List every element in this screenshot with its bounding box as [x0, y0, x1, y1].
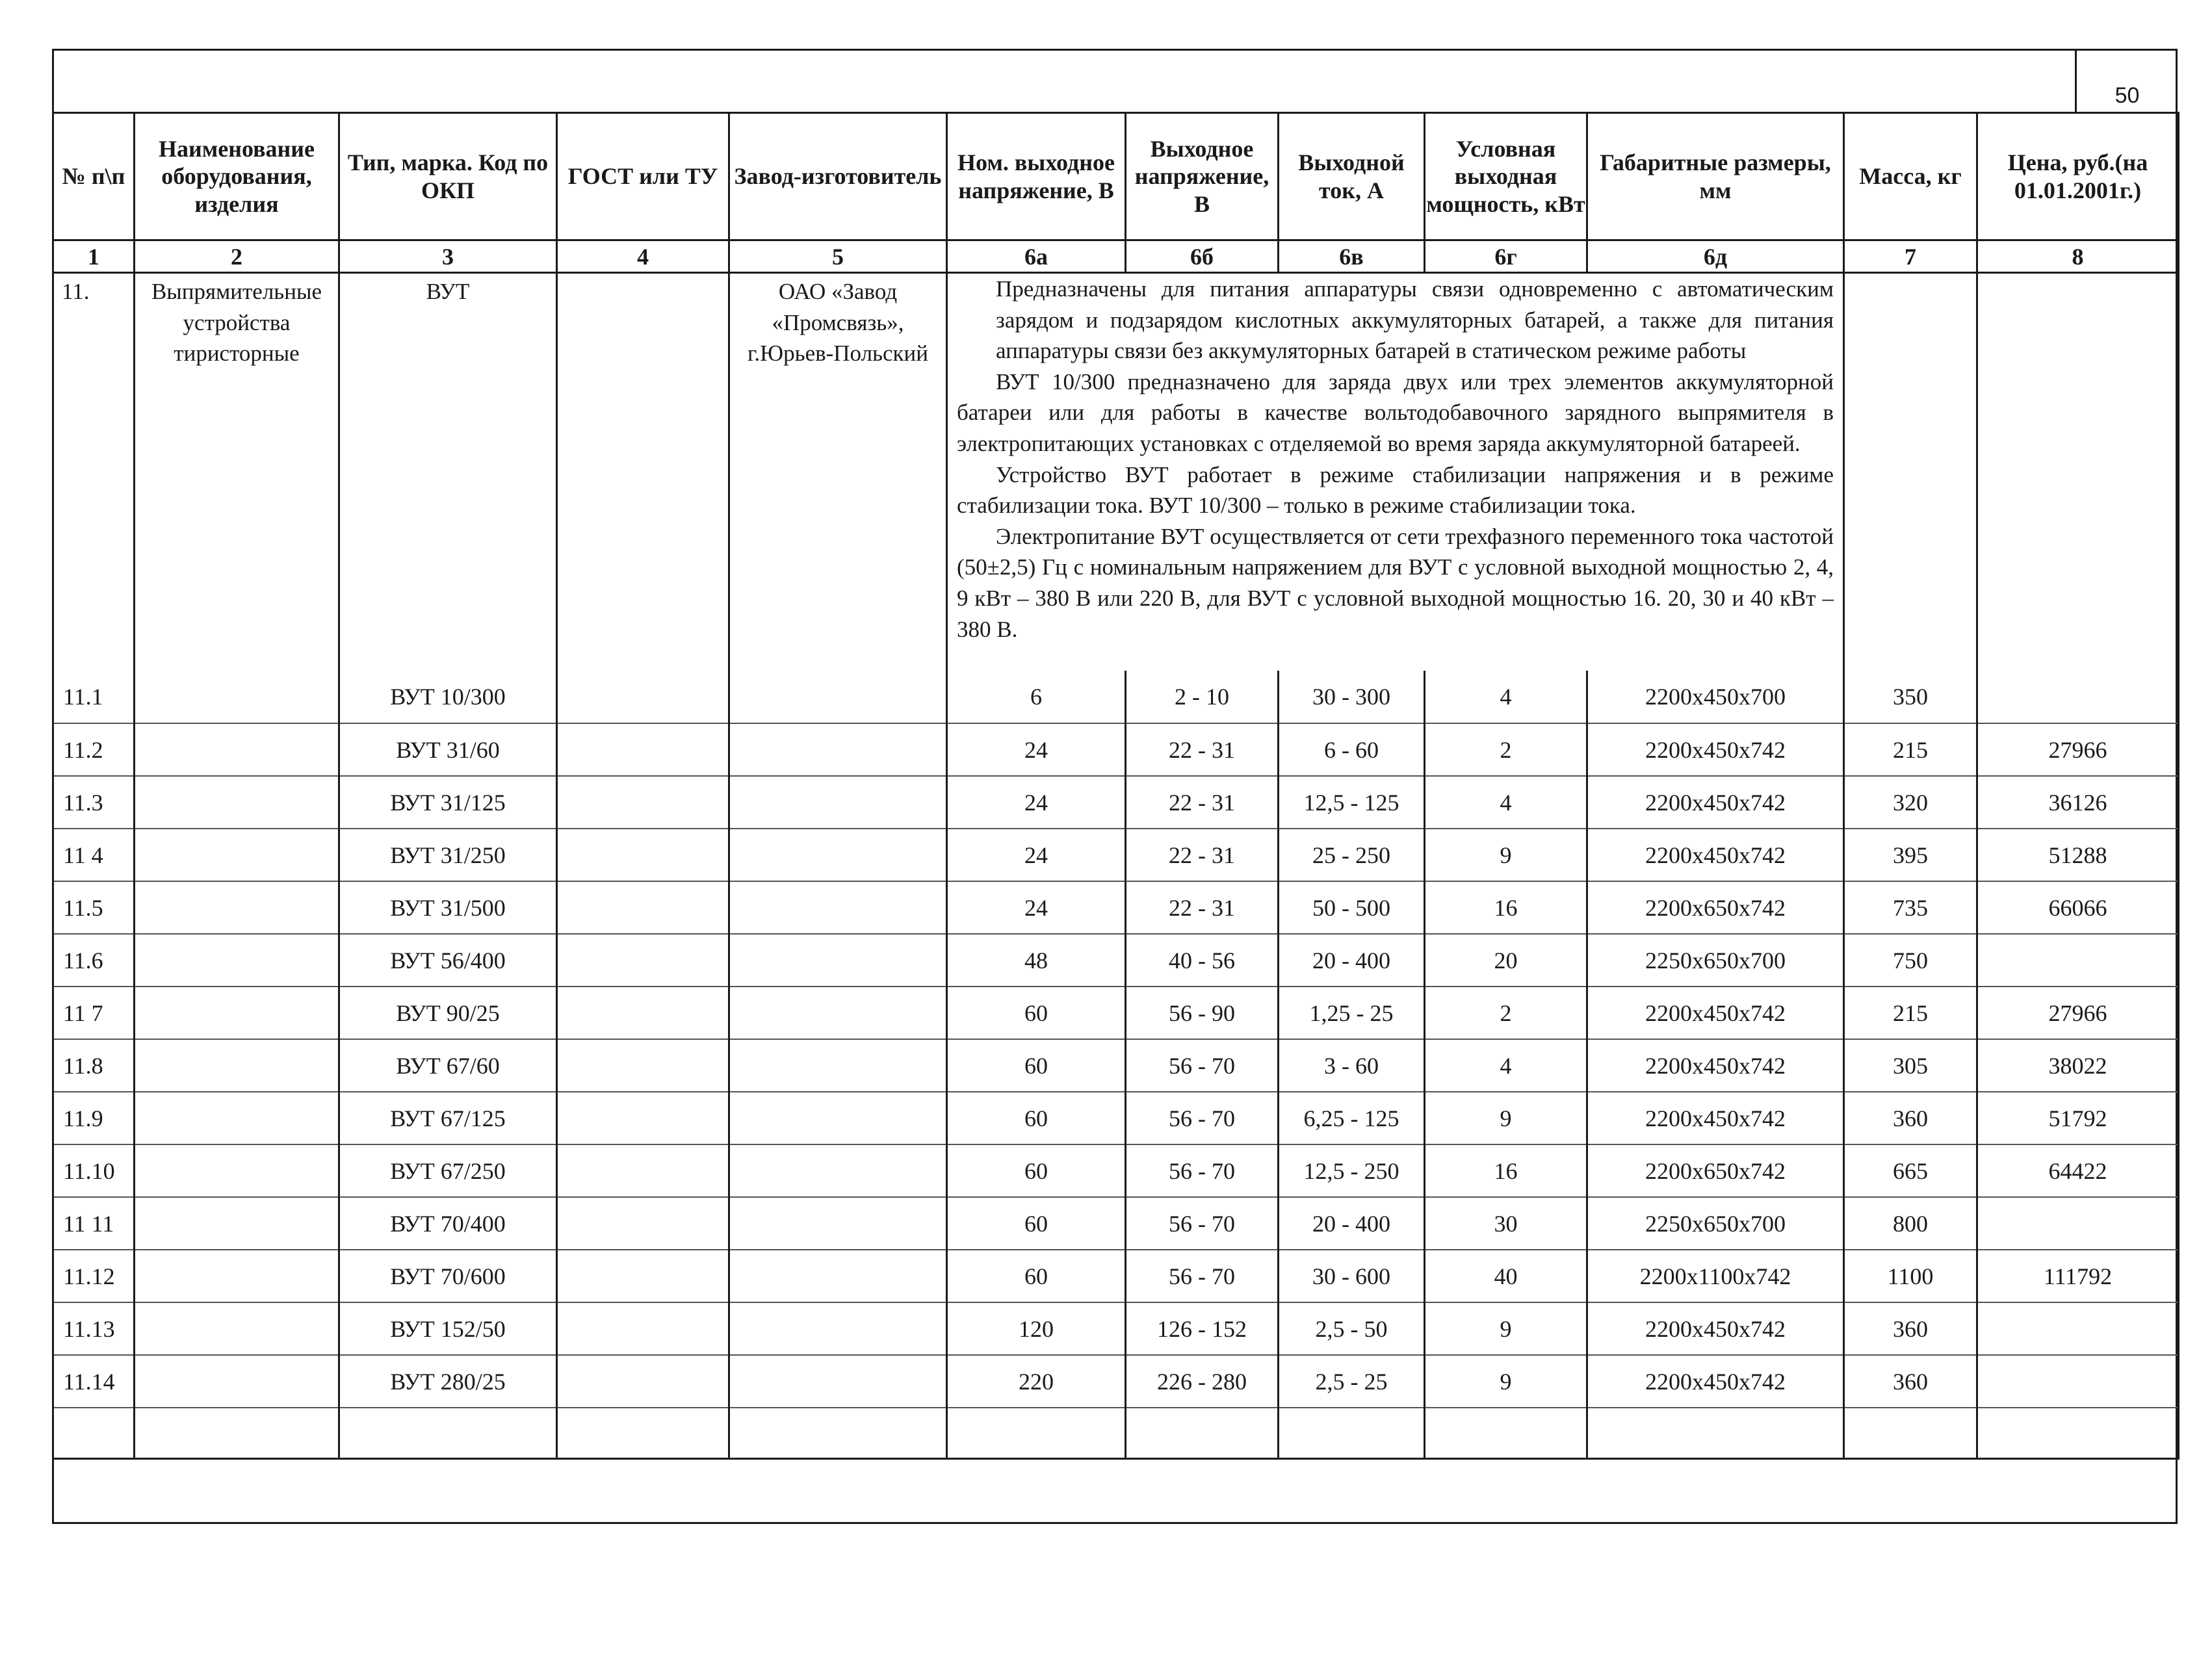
row-output-current: 12,5 - 250	[1279, 1144, 1425, 1197]
row-mass: 735	[1844, 881, 1977, 934]
row-gost	[557, 1144, 729, 1197]
header-cell: Завод-изготовитель	[729, 113, 947, 240]
row-power: 9	[1425, 829, 1587, 881]
group-maker: ОАО «Завод «Промсвязь», г.Юрьев-Польский	[729, 273, 947, 671]
table-row	[53, 776, 2179, 829]
table-row	[53, 1092, 2179, 1144]
row-power: 9	[1425, 1355, 1587, 1408]
row-output-voltage: 56 - 70	[1126, 1250, 1279, 1302]
page-number: 50	[2075, 49, 2178, 114]
row-maker	[729, 723, 947, 776]
row-maker	[729, 1039, 947, 1092]
empty-cell	[1587, 1408, 1844, 1458]
row-type: ВУТ 31/500	[339, 881, 557, 934]
row-dimensions: 2200x450x742	[1587, 1355, 1844, 1408]
row-output-current: 6 - 60	[1279, 723, 1425, 776]
column-number: 6а	[947, 240, 1126, 273]
row-nominal-voltage: 60	[947, 987, 1126, 1039]
row-nominal-voltage: 220	[947, 1355, 1126, 1408]
row-type: ВУТ 67/250	[339, 1144, 557, 1197]
row-power: 9	[1425, 1302, 1587, 1355]
row-mass: 215	[1844, 723, 1977, 776]
row-nominal-voltage: 60	[947, 1250, 1126, 1302]
row-gost	[557, 776, 729, 829]
header-cell: Выходное напряжение, В	[1126, 113, 1279, 240]
row-price	[1977, 1355, 2179, 1408]
row-price	[1977, 671, 2179, 723]
row-gost	[557, 1092, 729, 1144]
row-nominal-voltage: 60	[947, 1092, 1126, 1144]
empty-cell	[1977, 1408, 2179, 1458]
row-dimensions: 2200x450x742	[1587, 1092, 1844, 1144]
row-name	[135, 671, 339, 723]
row-number: 11.13	[53, 1302, 135, 1355]
column-number: 6в	[1279, 240, 1425, 273]
row-power: 16	[1425, 1144, 1587, 1197]
row-price: 38022	[1977, 1039, 2179, 1092]
description-paragraph: Электропитание ВУТ осуществляется от сети трехфазного переменного тока частотой (50±2,5) Гц с номинальным напряжением для ВУТ с условной выходной мощностью 2, 4, 9 кВт – 380 В или 220 В, для ВУТ с условной выходной мощностью 16. 20, 30 и 40 кВт – 380 В.	[957, 523, 1834, 642]
row-gost	[557, 934, 729, 987]
row-output-current: 6,25 - 125	[1279, 1092, 1425, 1144]
row-output-voltage: 40 - 56	[1126, 934, 1279, 987]
row-dimensions: 2200x450x742	[1587, 1302, 1844, 1355]
row-gost	[557, 1197, 729, 1250]
row-dimensions: 2200x450x742	[1587, 1039, 1844, 1092]
row-name	[135, 1144, 339, 1197]
row-type: ВУТ 10/300	[339, 671, 557, 723]
row-name	[135, 1355, 339, 1408]
row-output-voltage: 22 - 31	[1126, 881, 1279, 934]
row-type: ВУТ 70/400	[339, 1197, 557, 1250]
column-number: 6б	[1126, 240, 1279, 273]
row-output-voltage: 22 - 31	[1126, 723, 1279, 776]
table-row	[53, 671, 2179, 723]
row-number: 11.6	[53, 934, 135, 987]
row-output-voltage: 2 - 10	[1126, 671, 1279, 723]
row-dimensions: 2250x650x700	[1587, 934, 1844, 987]
row-maker	[729, 1092, 947, 1144]
column-number: 6г	[1425, 240, 1587, 273]
row-power: 2	[1425, 987, 1587, 1039]
row-name	[135, 829, 339, 881]
row-name	[135, 1250, 339, 1302]
row-type: ВУТ 31/250	[339, 829, 557, 881]
row-price: 64422	[1977, 1144, 2179, 1197]
row-output-current: 25 - 250	[1279, 829, 1425, 881]
empty-row	[53, 1408, 2179, 1458]
row-price: 66066	[1977, 881, 2179, 934]
header-cell: Тип, марка. Код по ОКП	[339, 113, 557, 240]
empty-cell	[729, 1408, 947, 1458]
row-number: 11.5	[53, 881, 135, 934]
description-paragraph: Устройство ВУТ работает в режиме стабилизации напряжения и в режиме стабилизации тока. ВУТ 10/300 – только в режиме стабилизации тока.	[957, 461, 1834, 519]
table-row	[53, 1039, 2179, 1092]
column-number-row	[53, 240, 2179, 273]
row-maker	[729, 776, 947, 829]
row-power: 2	[1425, 723, 1587, 776]
row-price	[1977, 1197, 2179, 1250]
table-row	[53, 987, 2179, 1039]
row-dimensions: 2200x450x742	[1587, 829, 1844, 881]
table-row	[53, 881, 2179, 934]
header-cell: Цена, руб.(на 01.01.2001г.)	[1977, 113, 2179, 240]
row-maker	[729, 829, 947, 881]
row-type: ВУТ 280/25	[339, 1355, 557, 1408]
group-mass	[1844, 273, 1977, 671]
column-number: 2	[135, 240, 339, 273]
row-mass: 360	[1844, 1355, 1977, 1408]
header-cell: Масса, кг	[1844, 113, 1977, 240]
row-maker	[729, 881, 947, 934]
row-dimensions: 2200x450x742	[1587, 987, 1844, 1039]
row-price: 111792	[1977, 1250, 2179, 1302]
table-row	[53, 723, 2179, 776]
row-power: 40	[1425, 1250, 1587, 1302]
row-output-voltage: 126 - 152	[1126, 1302, 1279, 1355]
row-output-voltage: 22 - 31	[1126, 829, 1279, 881]
row-output-current: 3 - 60	[1279, 1039, 1425, 1092]
column-number: 5	[729, 240, 947, 273]
row-output-voltage: 56 - 70	[1126, 1144, 1279, 1197]
row-gost	[557, 671, 729, 723]
row-output-voltage: 22 - 31	[1126, 776, 1279, 829]
row-output-current: 2,5 - 25	[1279, 1355, 1425, 1408]
row-output-voltage: 56 - 70	[1126, 1197, 1279, 1250]
row-maker	[729, 934, 947, 987]
header-cell: ГОСТ или ТУ	[557, 113, 729, 240]
row-nominal-voltage: 24	[947, 881, 1126, 934]
row-number: 11.12	[53, 1250, 135, 1302]
table-row	[53, 1197, 2179, 1250]
row-output-current: 20 - 400	[1279, 1197, 1425, 1250]
row-nominal-voltage: 60	[947, 1144, 1126, 1197]
row-output-voltage: 56 - 90	[1126, 987, 1279, 1039]
empty-cell	[1279, 1408, 1425, 1458]
description-paragraph: ВУТ 10/300 предназначено для заряда двух или трех элементов аккумуляторной батареи или для работы в качестве вольтодобавочного зарядного выпрямителя в электропитающих установках с отделяемой во время заряда аккумуляторной батареей.	[957, 368, 1834, 456]
row-name	[135, 934, 339, 987]
row-gost	[557, 1302, 729, 1355]
empty-cell	[135, 1408, 339, 1458]
row-output-voltage: 56 - 70	[1126, 1092, 1279, 1144]
header-cell: № п\п	[53, 113, 135, 240]
row-dimensions: 2250x650x700	[1587, 1197, 1844, 1250]
row-mass: 350	[1844, 671, 1977, 723]
header-cell: Наименование оборудования, изделия	[135, 113, 339, 240]
row-mass: 800	[1844, 1197, 1977, 1250]
row-output-current: 20 - 400	[1279, 934, 1425, 987]
row-number: 11.2	[53, 723, 135, 776]
table-row	[53, 829, 2179, 881]
row-mass: 320	[1844, 776, 1977, 829]
row-type: ВУТ 67/125	[339, 1092, 557, 1144]
row-type: ВУТ 67/60	[339, 1039, 557, 1092]
column-number: 3	[339, 240, 557, 273]
row-power: 30	[1425, 1197, 1587, 1250]
description-paragraph: Предназначены для питания аппаратуры связи одновременно с автоматическим зарядом и подзарядом кислотных аккумуляторных батарей, а также для питания аппаратуры связи без аккумуляторных батарей в статическом режиме работы	[996, 276, 1834, 364]
row-nominal-voltage: 6	[947, 671, 1126, 723]
row-maker	[729, 987, 947, 1039]
row-dimensions: 2200x650x742	[1587, 1144, 1844, 1197]
row-name	[135, 881, 339, 934]
row-nominal-voltage: 48	[947, 934, 1126, 987]
row-nominal-voltage: 60	[947, 1039, 1126, 1092]
group-type: ВУТ	[339, 273, 557, 671]
row-number: 11.9	[53, 1092, 135, 1144]
row-mass: 1100	[1844, 1250, 1977, 1302]
row-power: 20	[1425, 934, 1587, 987]
row-dimensions: 2200x650x742	[1587, 881, 1844, 934]
row-name	[135, 1039, 339, 1092]
table-row	[53, 1144, 2179, 1197]
row-output-voltage: 226 - 280	[1126, 1355, 1279, 1408]
empty-cell	[1844, 1408, 1977, 1458]
row-number: 11 7	[53, 987, 135, 1039]
row-name	[135, 1302, 339, 1355]
empty-cell	[947, 1408, 1126, 1458]
row-power: 9	[1425, 1092, 1587, 1144]
column-number: 7	[1844, 240, 1977, 273]
row-name	[135, 1092, 339, 1144]
row-dimensions: 2200x450x742	[1587, 776, 1844, 829]
row-output-current: 1,25 - 25	[1279, 987, 1425, 1039]
row-gost	[557, 1250, 729, 1302]
row-type: ВУТ 90/25	[339, 987, 557, 1039]
row-maker	[729, 1302, 947, 1355]
row-price: 51792	[1977, 1092, 2179, 1144]
table-row	[53, 1302, 2179, 1355]
table-row	[53, 1355, 2179, 1408]
row-type: ВУТ 31/60	[339, 723, 557, 776]
row-mass: 395	[1844, 829, 1977, 881]
row-dimensions: 2200x1100x742	[1587, 1250, 1844, 1302]
row-name	[135, 776, 339, 829]
row-gost	[557, 881, 729, 934]
row-price	[1977, 934, 2179, 987]
header-cell: Габаритные размеры, мм	[1587, 113, 1844, 240]
row-output-current: 30 - 600	[1279, 1250, 1425, 1302]
column-number: 1	[53, 240, 135, 273]
row-power: 4	[1425, 776, 1587, 829]
column-number: 6д	[1587, 240, 1844, 273]
row-power: 4	[1425, 1039, 1587, 1092]
row-nominal-voltage: 24	[947, 723, 1126, 776]
row-dimensions: 2200x450x700	[1587, 671, 1844, 723]
row-name	[135, 723, 339, 776]
row-gost	[557, 987, 729, 1039]
row-type: ВУТ 31/125	[339, 776, 557, 829]
header-cell: Выходной ток, А	[1279, 113, 1425, 240]
row-gost	[557, 829, 729, 881]
row-mass: 360	[1844, 1302, 1977, 1355]
row-maker	[729, 671, 947, 723]
row-price: 27966	[1977, 723, 2179, 776]
row-price: 36126	[1977, 776, 2179, 829]
row-nominal-voltage: 60	[947, 1197, 1126, 1250]
row-price	[1977, 1302, 2179, 1355]
group-name: Выпрямительные устройства тиристорные	[135, 273, 339, 671]
empty-cell	[557, 1408, 729, 1458]
row-power: 4	[1425, 671, 1587, 723]
empty-cell	[339, 1408, 557, 1458]
row-number: 11.3	[53, 776, 135, 829]
row-mass: 665	[1844, 1144, 1977, 1197]
row-output-current: 30 - 300	[1279, 671, 1425, 723]
row-maker	[729, 1197, 947, 1250]
row-number: 11.1	[53, 671, 135, 723]
row-maker	[729, 1355, 947, 1408]
table-row	[53, 934, 2179, 987]
column-number: 4	[557, 240, 729, 273]
row-dimensions: 2200x450x742	[1587, 723, 1844, 776]
row-price: 51288	[1977, 829, 2179, 881]
row-gost	[557, 1355, 729, 1408]
table-row	[53, 1250, 2179, 1302]
row-output-current: 12,5 - 125	[1279, 776, 1425, 829]
header-cell: Условная выходная мощность, кВт	[1425, 113, 1587, 240]
row-price: 27966	[1977, 987, 2179, 1039]
equipment-table	[52, 112, 2179, 1460]
row-number: 11.10	[53, 1144, 135, 1197]
group-price	[1977, 273, 2179, 671]
row-gost	[557, 723, 729, 776]
row-nominal-voltage: 120	[947, 1302, 1126, 1355]
row-number: 11 11	[53, 1197, 135, 1250]
row-power: 16	[1425, 881, 1587, 934]
column-number: 8	[1977, 240, 2179, 273]
row-output-current: 2,5 - 50	[1279, 1302, 1425, 1355]
row-mass: 750	[1844, 934, 1977, 987]
row-number: 11.14	[53, 1355, 135, 1408]
row-maker	[729, 1144, 947, 1197]
row-name	[135, 1197, 339, 1250]
row-maker	[729, 1250, 947, 1302]
group-gost	[557, 273, 729, 671]
group-description	[947, 273, 1844, 671]
row-nominal-voltage: 24	[947, 829, 1126, 881]
group-row	[53, 273, 2179, 671]
group-number: 11.	[53, 273, 135, 671]
row-output-current: 50 - 500	[1279, 881, 1425, 934]
row-type: ВУТ 56/400	[339, 934, 557, 987]
header-cell: Ном. выходное напряжение, В	[947, 113, 1126, 240]
row-mass: 360	[1844, 1092, 1977, 1144]
row-mass: 215	[1844, 987, 1977, 1039]
row-type: ВУТ 70/600	[339, 1250, 557, 1302]
row-type: ВУТ 152/50	[339, 1302, 557, 1355]
row-number: 11 4	[53, 829, 135, 881]
row-nominal-voltage: 24	[947, 776, 1126, 829]
row-gost	[557, 1039, 729, 1092]
row-mass: 305	[1844, 1039, 1977, 1092]
header-row	[53, 113, 2179, 240]
row-name	[135, 987, 339, 1039]
empty-cell	[1126, 1408, 1279, 1458]
row-output-voltage: 56 - 70	[1126, 1039, 1279, 1092]
empty-cell	[53, 1408, 135, 1458]
row-number: 11.8	[53, 1039, 135, 1092]
empty-cell	[1425, 1408, 1587, 1458]
